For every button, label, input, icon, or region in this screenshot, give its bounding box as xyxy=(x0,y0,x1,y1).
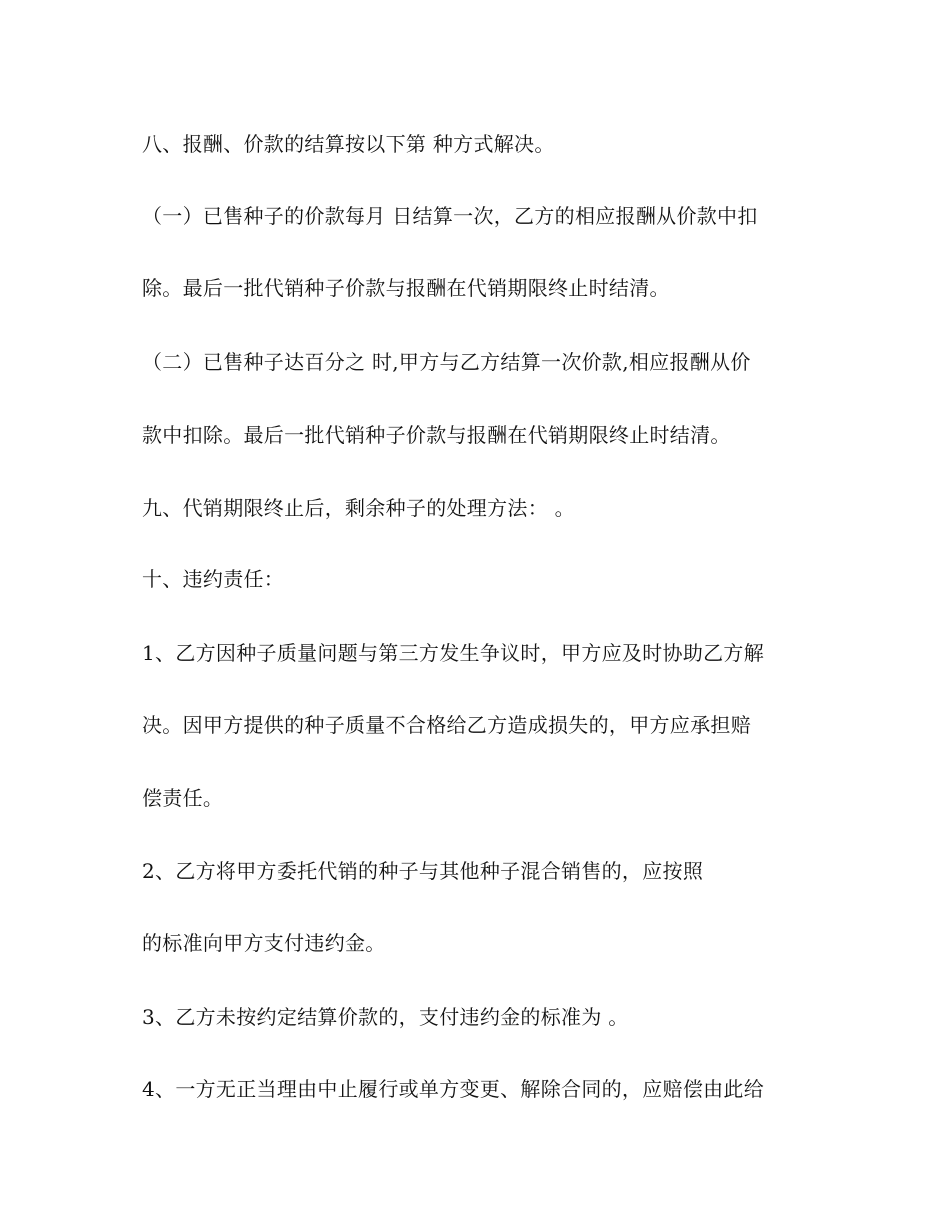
paragraph-line: 3、乙方未按约定结算价款的，支付违约金的标准为 。 xyxy=(142,1005,629,1029)
paragraph-line: 偿责任。 xyxy=(142,786,224,810)
paragraph-line: 的标准向甲方支付违约金。 xyxy=(142,931,386,955)
paragraph-line: 十、违约责任： xyxy=(142,567,285,591)
paragraph-line: 除。最后一批代销种子价款与报酬在代销期限终止时结清。 xyxy=(142,276,670,300)
paragraph-line: 2、乙方将甲方委托代销的种子与其他种子混合销售的，应按照 xyxy=(142,859,704,883)
paragraph-line: 4、一方无正当理由中止履行或单方变更、解除合同的，应赔偿由此给 xyxy=(142,1077,765,1101)
paragraph-line: 款中扣除。最后一批代销种子价款与报酬在代销期限终止时结清。 xyxy=(142,423,731,447)
paragraph-line: 八、报酬、价款的结算按以下第 种方式解决。 xyxy=(142,132,555,156)
paragraph-line: （一）已售种子的价款每月 日结算一次，乙方的相应报酬从价款中扣 xyxy=(142,204,758,228)
paragraph-line: 决。因甲方提供的种子质量不合格给乙方造成损失的，甲方应承担赔 xyxy=(142,713,751,737)
paragraph-line: 九、代销期限终止后，剩余种子的处理方法： 。 xyxy=(142,496,575,520)
paragraph-line: 1、乙方因种子质量问题与第三方发生争议时，甲方应及时协助乙方解 xyxy=(142,641,765,665)
paragraph-line: （二）已售种子达百分之 时,甲方与乙方结算一次价款,相应报酬从价 xyxy=(142,350,751,374)
